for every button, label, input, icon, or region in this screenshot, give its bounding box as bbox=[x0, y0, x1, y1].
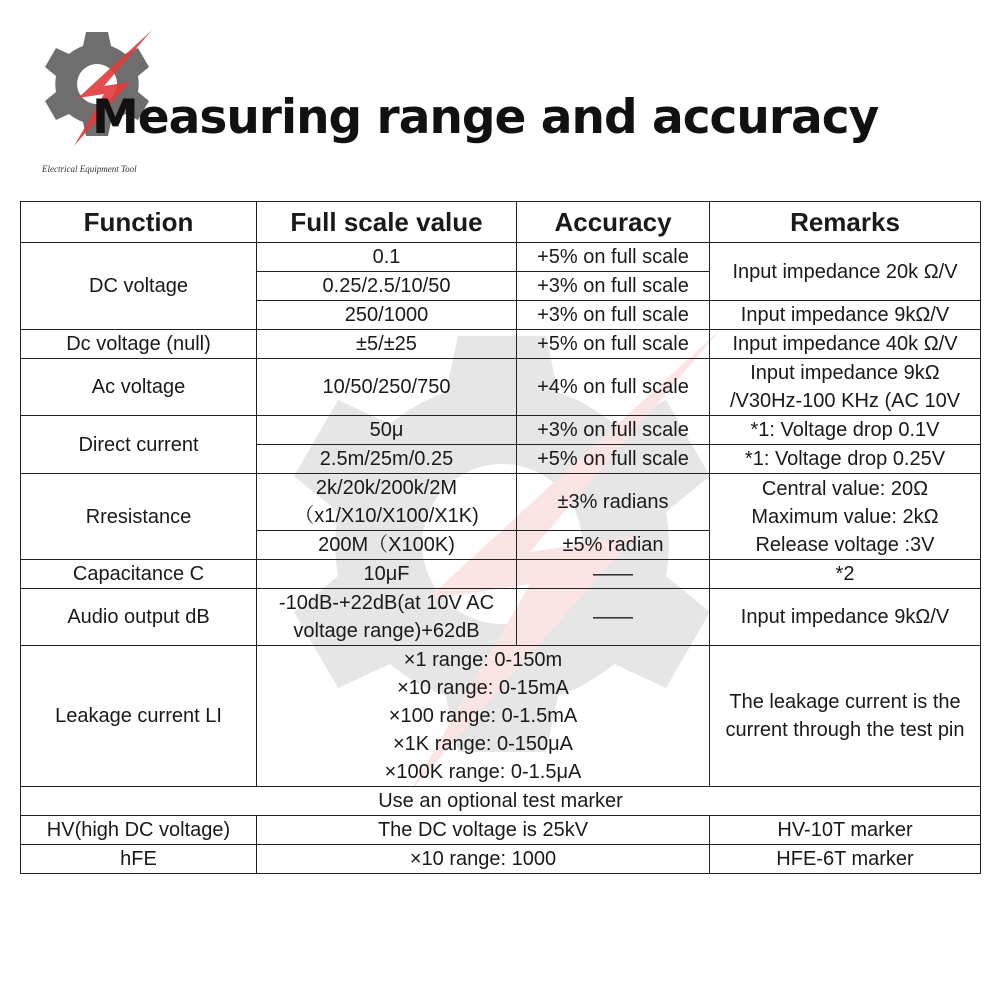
function-cell: hFE bbox=[21, 845, 257, 874]
remarks-cell bbox=[710, 474, 981, 560]
function-cell: Dc voltage (null) bbox=[21, 330, 257, 359]
remarks-cell: Input impedance 9kΩ/V bbox=[710, 301, 981, 330]
full-scale-line: （x1/X10/X100/X1K) bbox=[294, 505, 479, 527]
table-row bbox=[21, 845, 981, 874]
table-row bbox=[21, 816, 981, 845]
full-scale-cell bbox=[257, 589, 517, 646]
accuracy-cell: +4% on full scale bbox=[517, 359, 710, 416]
remark-line: The leakage current is the bbox=[729, 691, 961, 713]
function-cell: Ac voltage bbox=[21, 359, 257, 416]
remarks-cell bbox=[710, 359, 981, 416]
accuracy-cell: +5% on full scale bbox=[517, 243, 710, 272]
column-header: Function bbox=[21, 202, 257, 243]
table-row bbox=[21, 359, 981, 416]
remark-line: Input impedance 9kΩ bbox=[750, 362, 940, 384]
remark-line: Maximum value: 2kΩ bbox=[751, 505, 939, 528]
remark-line: Central value: 20Ω bbox=[761, 477, 929, 500]
range-line: ×10 range: 0-15mA bbox=[397, 677, 569, 699]
table-header-row bbox=[21, 202, 981, 243]
range-line: ×100K range: 0-1.5μA bbox=[384, 761, 582, 783]
remark-line: /V30Hz-100 KHz (AC 10V bbox=[729, 390, 961, 412]
remarks-cell: HV-10T marker bbox=[710, 816, 981, 845]
accuracy-cell: +3% on full scale bbox=[517, 272, 710, 301]
table-row bbox=[21, 646, 981, 787]
full-scale-cell: 50μ bbox=[257, 416, 517, 445]
range-line: ×1K range: 0-150μA bbox=[393, 733, 573, 755]
remarks-cell: HFE-6T marker bbox=[710, 845, 981, 874]
accuracy-cell: +5% on full scale bbox=[517, 445, 710, 474]
full-scale-line: -10dB-+22dB(at 10V AC bbox=[278, 592, 495, 614]
full-scale-cell: ±5/±25 bbox=[257, 330, 517, 359]
column-header: Remarks bbox=[710, 202, 981, 243]
table-row bbox=[21, 243, 981, 272]
function-cell: Capacitance C bbox=[21, 560, 257, 589]
value-cell: ×10 range: 1000 bbox=[257, 845, 710, 874]
full-scale-cell: 0.1 bbox=[257, 243, 517, 272]
full-scale-cell: 10μF bbox=[257, 560, 517, 589]
full-scale-line: voltage range)+62dB bbox=[293, 620, 480, 642]
value-cell: The DC voltage is 25kV bbox=[257, 816, 710, 845]
remarks-cell: *1: Voltage drop 0.25V bbox=[710, 445, 981, 474]
column-header: Accuracy bbox=[517, 202, 710, 243]
remarks-cell: Input impedance 20k Ω/V bbox=[710, 243, 981, 301]
logo-caption: Electrical Equipment Tool bbox=[42, 164, 137, 174]
accuracy-cell: —— bbox=[517, 560, 710, 589]
remark-line: Release voltage :3V bbox=[755, 533, 935, 556]
function-cell: DC voltage bbox=[21, 243, 257, 330]
table-row bbox=[21, 416, 981, 445]
full-scale-cell: 2.5m/25m/0.25 bbox=[257, 445, 517, 474]
page-title: Measuring range and accuracy bbox=[92, 90, 879, 145]
remarks-cell: *1: Voltage drop 0.1V bbox=[710, 416, 981, 445]
range-cell bbox=[257, 646, 710, 787]
column-header: Full scale value bbox=[257, 202, 517, 243]
table-row bbox=[21, 474, 981, 531]
accuracy-cell: ±3% radians bbox=[517, 474, 710, 531]
remarks-cell: *2 bbox=[710, 560, 981, 589]
full-scale-cell: 200M（X100K) bbox=[257, 531, 517, 560]
function-cell: Leakage current LI bbox=[21, 646, 257, 787]
remark-line: current through the test pin bbox=[725, 719, 965, 741]
accuracy-cell: +5% on full scale bbox=[517, 330, 710, 359]
table-row bbox=[21, 330, 981, 359]
range-line: ×100 range: 0-1.5mA bbox=[388, 705, 578, 727]
spec-table bbox=[20, 201, 981, 874]
function-cell: HV(high DC voltage) bbox=[21, 816, 257, 845]
function-cell: Audio output dB bbox=[21, 589, 257, 646]
accuracy-cell: +3% on full scale bbox=[517, 416, 710, 445]
full-scale-cell: 250/1000 bbox=[257, 301, 517, 330]
accuracy-cell: ±5% radian bbox=[517, 531, 710, 560]
range-line: ×1 range: 0-150m bbox=[403, 649, 563, 671]
optional-note-cell: Use an optional test marker bbox=[21, 787, 981, 816]
full-scale-cell bbox=[257, 474, 517, 531]
full-scale-cell: 0.25/2.5/10/50 bbox=[257, 272, 517, 301]
accuracy-cell: +3% on full scale bbox=[517, 301, 710, 330]
full-scale-line: 2k/20k/200k/2M bbox=[315, 477, 458, 499]
table-row bbox=[21, 787, 981, 816]
remarks-cell bbox=[710, 646, 981, 787]
function-cell: Direct current bbox=[21, 416, 257, 474]
table-row bbox=[21, 589, 981, 646]
table-row bbox=[21, 560, 981, 589]
accuracy-cell: —— bbox=[517, 589, 710, 646]
remarks-cell: Input impedance 40k Ω/V bbox=[710, 330, 981, 359]
full-scale-cell: 10/50/250/750 bbox=[257, 359, 517, 416]
function-cell: Rresistance bbox=[21, 474, 257, 560]
remarks-cell: Input impedance 9kΩ/V bbox=[710, 589, 981, 646]
